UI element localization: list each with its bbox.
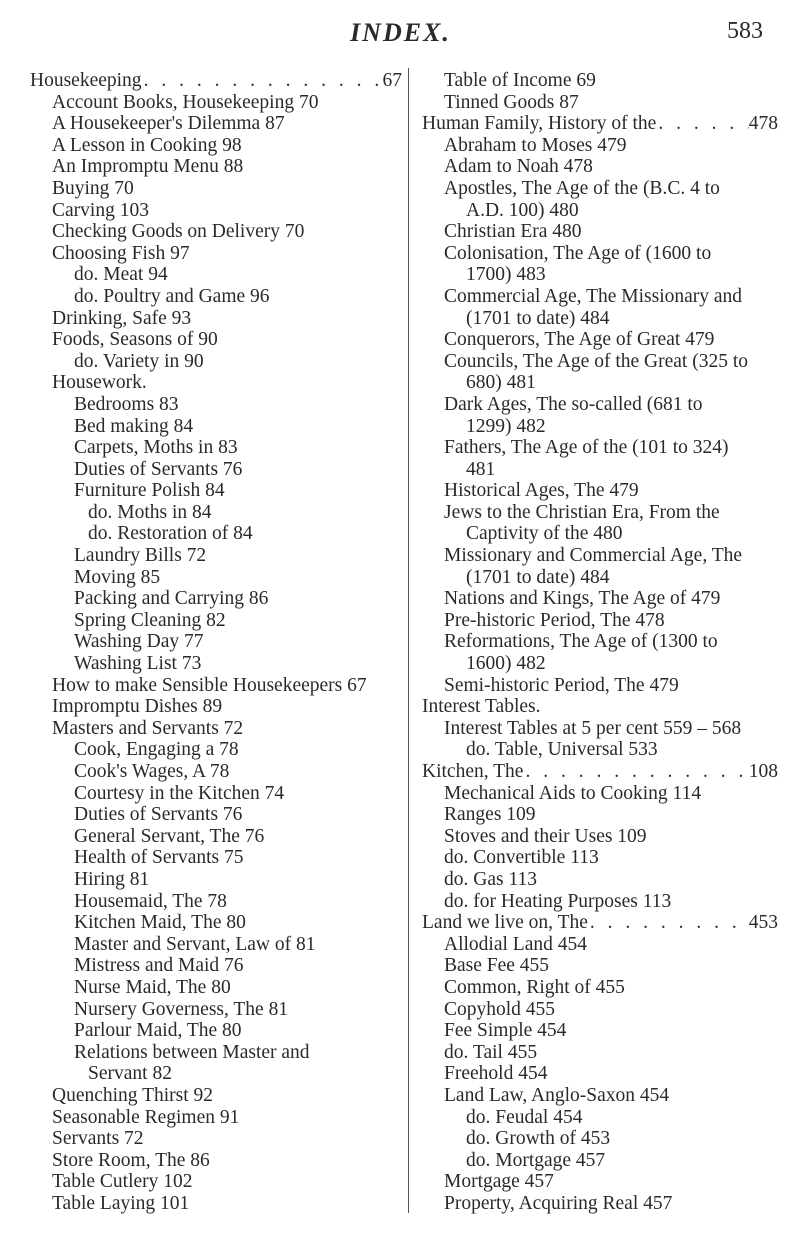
index-entry: do. Growth of 453 xyxy=(466,1128,611,1150)
index-entry: Impromptu Dishes 89 xyxy=(52,696,223,718)
index-entry: Captivity of the 480 xyxy=(466,523,623,545)
dot-leader xyxy=(588,912,749,934)
index-entry: Cook, Engaging a 78 xyxy=(74,739,239,761)
index-entry: Semi-historic Period, The 479 xyxy=(444,674,679,696)
index-entry: do. Moths in 84 xyxy=(88,501,212,523)
entry-text: Kitchen, The xyxy=(422,761,524,782)
index-entry: do. Variety in 90 xyxy=(74,350,204,372)
index-entry: 1700) 483 xyxy=(466,264,546,286)
entry-text: Human Family, History of the xyxy=(422,113,657,135)
index-entry: Servant 82 xyxy=(88,1063,172,1085)
index-column-left xyxy=(30,70,402,1214)
index-entry: do. Convertible 113 xyxy=(444,847,599,869)
index-entry: Moving 85 xyxy=(74,566,161,588)
index-entry: Relations between Master and xyxy=(74,1041,310,1063)
page-title: INDEX. xyxy=(350,18,451,47)
index-entry: Washing Day 77 xyxy=(74,631,204,653)
index-entry: (1701 to date) 484 xyxy=(466,566,610,588)
index-entry: Spring Cleaning 82 xyxy=(74,609,226,631)
index-entry: Nurse Maid, The 80 xyxy=(74,976,231,998)
index-entry: Duties of Servants 76 xyxy=(74,804,243,826)
index-entry: Table Laying 101 xyxy=(52,1192,190,1214)
index-entry: Parlour Maid, The 80 xyxy=(74,1020,242,1042)
index-entry xyxy=(422,912,778,934)
index-column-right xyxy=(422,70,778,1214)
index-entry: Store Room, The 86 xyxy=(52,1149,210,1171)
index-entry: Ranges 109 xyxy=(444,804,536,826)
index-entry xyxy=(422,761,778,783)
dot-leader xyxy=(142,70,383,92)
index-entry: A.D. 100) 480 xyxy=(466,199,579,221)
index-entry: 680) 481 xyxy=(466,372,536,394)
index-entry: General Servant, The 76 xyxy=(74,825,265,847)
index-entry: A Housekeeper's Dilemma 87 xyxy=(52,113,285,135)
index-entry: 481 xyxy=(466,458,496,480)
index-entry: Duties of Servants 76 xyxy=(74,458,243,480)
entry-page: 478 xyxy=(748,113,778,135)
index-entry: Laundry Bills 72 xyxy=(74,545,207,567)
index-entry: Hiring 81 xyxy=(74,868,150,890)
index-entry: Washing List 73 xyxy=(74,653,202,675)
index-entry: Jews to the Christian Era, From the xyxy=(444,501,720,523)
column-divider xyxy=(408,68,409,1213)
index-entry: Interest Tables at 5 per cent 559 – 568 xyxy=(444,717,742,739)
index-entry: do. Gas 113 xyxy=(444,868,537,890)
index-entry: Copyhold 455 xyxy=(444,998,556,1020)
index-entry: Carpets, Moths in 83 xyxy=(74,437,238,459)
index-entry: Buying 70 xyxy=(52,177,134,199)
index-entry: Councils, The Age of the Great (325 to xyxy=(444,350,748,372)
index-entry: Table Cutlery 102 xyxy=(52,1171,193,1193)
index-entry: Packing and Carrying 86 xyxy=(74,588,269,610)
index-entry: Freehold 454 xyxy=(444,1063,548,1085)
index-entry: Dark Ages, The so-called (681 to xyxy=(444,393,703,415)
index-entry: Health of Servants 75 xyxy=(74,847,244,869)
index-entry: Bedrooms 83 xyxy=(74,393,179,415)
index-entry: Choosing Fish 97 xyxy=(52,242,190,264)
index-entry: Common, Right of 455 xyxy=(444,976,625,998)
index-entry xyxy=(30,70,402,92)
index-entry: 1299) 482 xyxy=(466,415,546,437)
index-entry: do. Meat 94 xyxy=(74,264,168,286)
index-entry: 1600) 482 xyxy=(466,653,546,675)
entry-page: 453 xyxy=(748,912,778,934)
index-entry: Kitchen Maid, The 80 xyxy=(74,912,246,934)
index-entry: Housework. xyxy=(52,372,147,394)
index-entry: Masters and Servants 72 xyxy=(52,717,244,739)
index-entry: (1701 to date) 484 xyxy=(466,307,610,329)
index-entry: A Lesson in Cooking 98 xyxy=(52,134,242,156)
index-entry: Mistress and Maid 76 xyxy=(74,955,244,977)
entry-text: Land we live on, The xyxy=(422,912,588,934)
index-entry: Master and Servant, Law of 81 xyxy=(74,933,316,955)
index-entry: Servants 72 xyxy=(52,1128,144,1150)
index-entry: Furniture Polish 84 xyxy=(74,480,225,502)
dot-leader xyxy=(656,113,748,135)
index-entry: Commercial Age, The Missionary and xyxy=(444,285,743,307)
index-entry: Reformations, The Age of (1300 to xyxy=(444,631,718,653)
index-entry: Pre-historic Period, The 478 xyxy=(444,609,665,631)
index-entry: Interest Tables. xyxy=(422,696,541,718)
index-entry: Account Books, Housekeeping 70 xyxy=(52,91,319,113)
dot-leader xyxy=(523,761,748,783)
index-entry: do. Poultry and Game 96 xyxy=(74,285,270,307)
index-entry: Seasonable Regimen 91 xyxy=(52,1106,240,1128)
index-entry: Mortgage 457 xyxy=(444,1171,554,1193)
index-entry: Stoves and their Uses 109 xyxy=(444,825,647,847)
index-entry: do. for Heating Purposes 113 xyxy=(444,890,672,912)
index-entry: Nations and Kings, The Age of 479 xyxy=(444,588,721,610)
index-entry: Mechanical Aids to Cooking 114 xyxy=(444,782,702,804)
index-entry: Bed making 84 xyxy=(74,415,194,437)
index-entry: Foods, Seasons of 90 xyxy=(52,329,218,351)
index-entry: do. Table, Universal 533 xyxy=(466,739,658,761)
index-entry: Checking Goods on Delivery 70 xyxy=(52,221,305,243)
page-number: 583 xyxy=(727,18,763,44)
index-entry: Land Law, Anglo-Saxon 454 xyxy=(444,1084,670,1106)
index-entry: Fee Simple 454 xyxy=(444,1020,567,1042)
index-entry: Allodial Land 454 xyxy=(444,933,587,955)
index-entry: do. Feudal 454 xyxy=(466,1106,583,1128)
index-entry: An Impromptu Menu 88 xyxy=(52,156,244,178)
entry-page: 67 xyxy=(382,70,402,91)
index-entry: Adam to Noah 478 xyxy=(444,156,593,178)
index-entry: Historical Ages, The 479 xyxy=(444,480,639,502)
index-entry: do. Tail 455 xyxy=(444,1041,538,1063)
index-entry xyxy=(422,113,778,135)
index-entry: Tinned Goods 87 xyxy=(444,91,579,113)
index-entry: do. Restoration of 84 xyxy=(88,523,253,545)
index-entry: Housemaid, The 78 xyxy=(74,890,227,912)
index-entry: Colonisation, The Age of (1600 to xyxy=(444,242,712,264)
index-entry: Fathers, The Age of the (101 to 324) xyxy=(444,437,729,459)
index-entry: Courtesy in the Kitchen 74 xyxy=(74,782,285,804)
index-entry: Cook's Wages, A 78 xyxy=(74,761,230,782)
index-entry: How to make Sensible Housekeepers 67 xyxy=(52,674,367,696)
index-entry: Christian Era 480 xyxy=(444,221,582,243)
index-entry: Apostles, The Age of the (B.C. 4 to xyxy=(444,177,720,199)
index-entry: do. Mortgage 457 xyxy=(466,1149,606,1171)
index-entry: Table of Income 69 xyxy=(444,70,596,91)
index-entry: Conquerors, The Age of Great 479 xyxy=(444,329,715,351)
index-entry: Quenching Thirst 92 xyxy=(52,1084,214,1106)
index-entry: Abraham to Moses 479 xyxy=(444,134,627,156)
entry-page: 108 xyxy=(748,761,778,782)
index-entry: Property, Acquiring Real 457 xyxy=(444,1192,673,1214)
entry-text: Housekeeping xyxy=(30,70,142,91)
index-entry: Missionary and Commercial Age, The xyxy=(444,545,743,567)
index-entry: Nursery Governess, The 81 xyxy=(74,998,289,1020)
index-entry: Carving 103 xyxy=(52,199,149,221)
index-entry: Drinking, Safe 93 xyxy=(52,307,192,329)
index-entry: Base Fee 455 xyxy=(444,955,550,977)
